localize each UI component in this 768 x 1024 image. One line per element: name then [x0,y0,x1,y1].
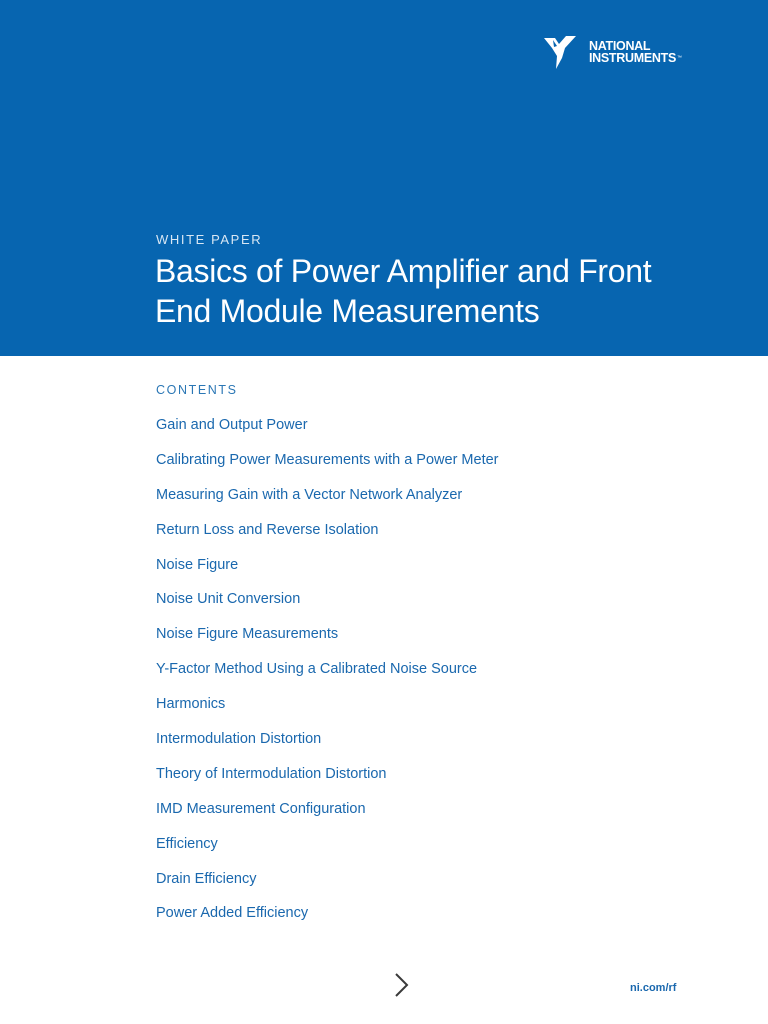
ni-eagle-icon [543,34,577,70]
toc-item[interactable]: Noise Unit Conversion [156,591,301,608]
toc-item[interactable]: Power Added Efficiency [156,905,309,922]
logo-wordmark-line2: INSTRUMENTS [589,51,676,65]
document-type-label: WHITE PAPER [156,232,263,247]
toc-item[interactable]: Calibrating Power Measurements with a Power Meter [156,451,499,468]
chevron-right-icon [392,971,412,999]
toc-item[interactable]: Harmonics [156,696,226,713]
website-link[interactable]: ni.com/rf [630,982,677,994]
trademark-symbol: ™ [676,55,682,61]
toc-item[interactable]: Theory of Intermodulation Distortion [156,765,387,782]
toc-item[interactable]: Y-Factor Method Using a Calibrated Noise Source [156,661,478,678]
toc-item[interactable]: Gain and Output Power [156,417,308,433]
table-of-contents [156,415,499,938]
toc-item[interactable]: Measuring Gain with a Vector Network Analyzer [156,486,463,503]
national-instruments-logo [543,33,683,71]
toc-item[interactable]: Efficiency [156,835,218,852]
toc-item[interactable]: Intermodulation Distortion [156,731,322,748]
next-page-button[interactable] [392,971,412,999]
toc-item[interactable]: Drain Efficiency [156,870,257,887]
toc-item[interactable]: Noise Figure Measurements [156,626,339,643]
document-title: Basics of Power Amplifier and Front End Module Measurements [155,253,652,329]
contents-heading: CONTENTS [156,383,238,397]
toc-item[interactable]: Noise Figure [156,556,239,573]
toc-item[interactable]: Return Loss and Reverse Isolation [156,521,379,538]
logo-wordmark-line1: NATIONAL [589,39,651,53]
toc-item[interactable]: IMD Measurement Configuration [156,800,366,817]
cover-header [0,0,768,356]
